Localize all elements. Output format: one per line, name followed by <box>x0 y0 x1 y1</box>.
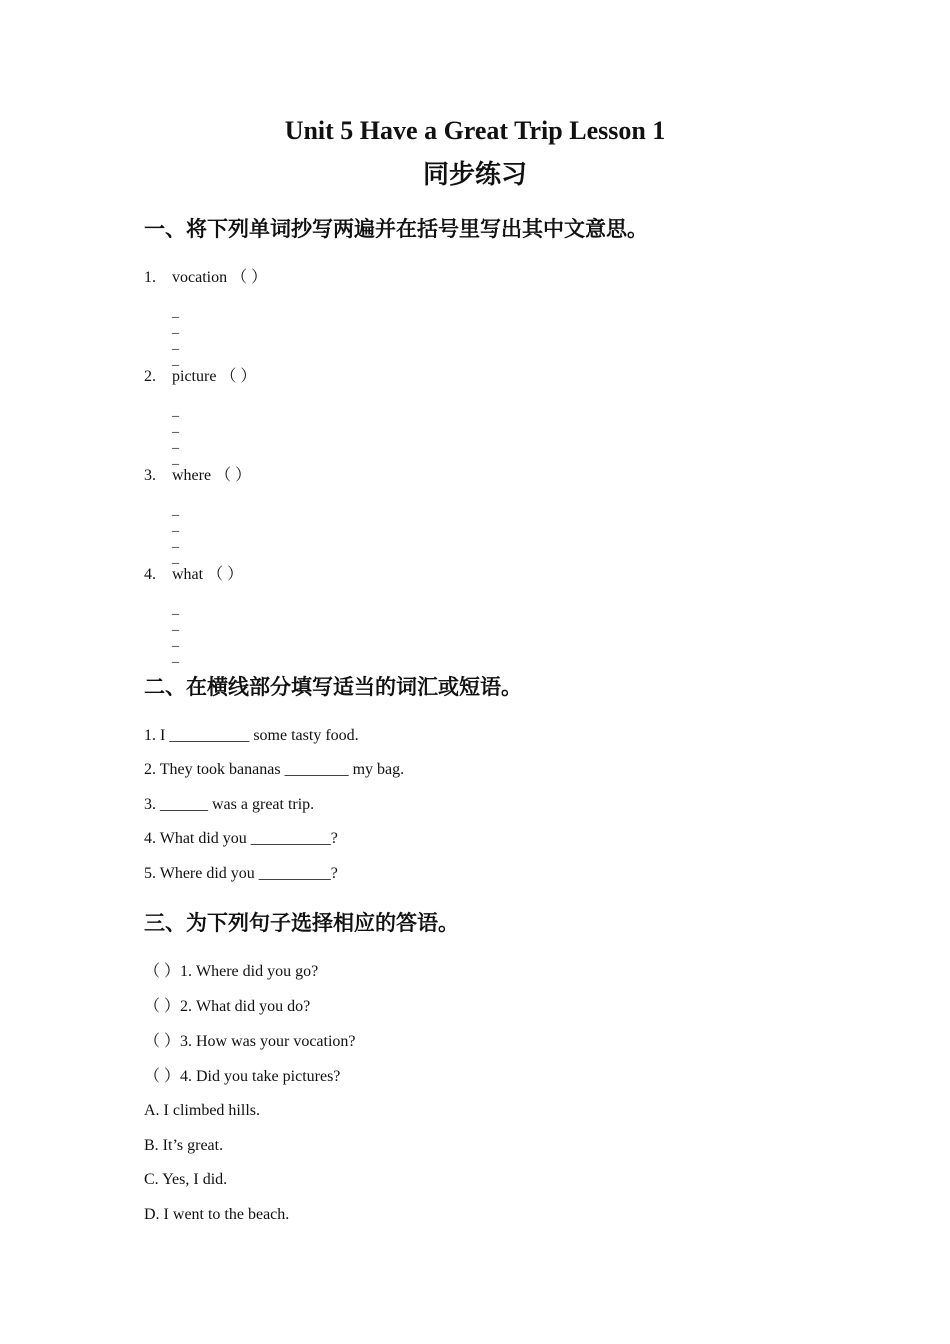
copy-line: _ <box>172 321 179 336</box>
copy-line: _ <box>172 519 179 534</box>
answer-option: A. I climbed hills. <box>144 1102 260 1119</box>
page-subtitle: 同步练习 <box>422 160 527 190</box>
answer-option: D. I went to the beach. <box>144 1206 290 1223</box>
copy-line: _ <box>172 551 179 566</box>
copy-line: _ <box>172 602 179 617</box>
section1-heading: 一、将下列单词抄写两遍并在括号里写出其中文意思。 <box>144 217 648 241</box>
copy-line: _ <box>172 420 179 435</box>
answer-option: C. Yes, I did. <box>144 1171 228 1188</box>
vocab-number: 2. <box>144 368 156 385</box>
page-title: Unit 5 Have a Great Trip Lesson 1 <box>284 116 666 145</box>
vocab-word: picture （ ） <box>172 368 257 385</box>
vocab-number: 3. <box>144 467 156 484</box>
fill-blank-item: 5. Where did you _________? <box>144 865 338 882</box>
vocab-number: 4. <box>144 566 156 583</box>
match-question: （ ）2. What did you do? <box>144 998 311 1015</box>
vocab-word: vocation （ ） <box>172 269 268 286</box>
copy-line: _ <box>172 337 179 352</box>
answer-option: B. It’s great. <box>144 1137 224 1154</box>
fill-blank-item: 4. What did you __________? <box>144 830 338 847</box>
match-question: （ ）4. Did you take pictures? <box>144 1068 341 1085</box>
copy-line: _ <box>172 634 179 649</box>
vocab-word: where （ ） <box>172 467 252 484</box>
vocab-word: what （ ） <box>172 566 244 583</box>
fill-blank-item: 1. I __________ some tasty food. <box>144 727 359 744</box>
copy-line: _ <box>172 535 179 550</box>
section3-heading: 三、为下列句子选择相应的答语。 <box>144 911 459 935</box>
match-question: （ ）1. Where did you go? <box>144 963 319 980</box>
section2-heading: 二、在横线部分填写适当的词汇或短语。 <box>144 675 522 699</box>
copy-line: _ <box>172 650 179 665</box>
copy-line: _ <box>172 353 179 368</box>
vocab-number: 1. <box>144 269 156 286</box>
copy-line: _ <box>172 503 179 518</box>
match-question: （ ）3. How was your vocation? <box>144 1033 356 1050</box>
fill-blank-item: 3. ______ was a great trip. <box>144 796 315 813</box>
copy-line: _ <box>172 436 179 451</box>
copy-line: _ <box>172 618 179 633</box>
fill-blank-item: 2. They took bananas ________ my bag. <box>144 761 405 778</box>
copy-line: _ <box>172 404 179 419</box>
copy-line: _ <box>172 452 179 467</box>
copy-line: _ <box>172 305 179 320</box>
